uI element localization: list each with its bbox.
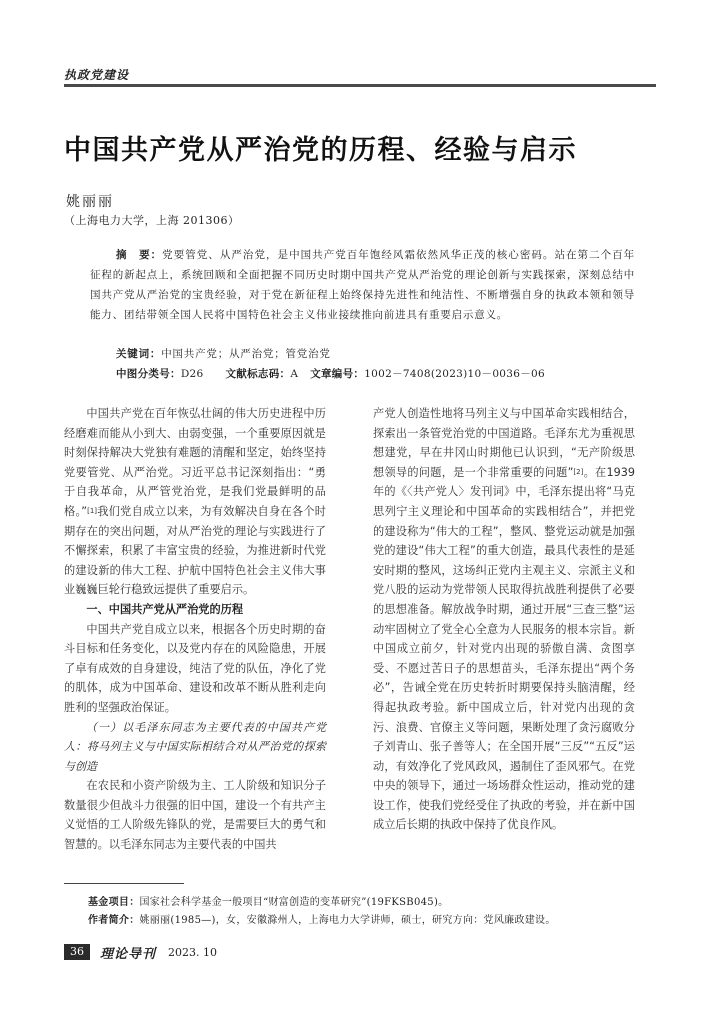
section-1-paragraph: 中国共产党自成立以来，根据各个历史时期的奋斗目标和任务变化，以及党内存在的风险隐患，开展了卓有成效的自身建设，纯洁了党的队伍，净化了党的肌体，成为中国革命、建设和改革不断从胜利走向胜利的坚强政治保证。 xyxy=(64,622,326,714)
classification-meta xyxy=(116,366,545,381)
doc-code-label: 文献标志码： xyxy=(225,368,291,380)
intro-paragraph: 中国共产党在百年恢弘壮阔的伟大历史进程中历经磨难而能从小到大、由弱变强，一个重要原因就是时刻保持解决大党独有难题的清醒和坚定，始终坚持党要管党、从严治党。习近平总书记深刻指出：“勇于自我革命，从严管党治党，是我们党最鲜明的品格。”[1]我们党自成立以来，为有效解决自身在各个时期存在的突出问题，对从严治党的理论与实践进行了不懈探索，积累了丰富宝贵的经验，为推进新时代党的建设新的伟大工程、护航中国特色社会主义伟大事业巍巍巨轮行稳致远提供了重要启示。 xyxy=(64,407,326,597)
keywords-text: 中国共产党；从严治党；管党治党 xyxy=(161,348,331,360)
clc-label: 中图分类号： xyxy=(116,368,181,380)
clc-value: D26 xyxy=(180,368,204,380)
abstract xyxy=(90,245,635,325)
author-bio-note: 作者简介：姚丽丽(1985—)，女，安徽滁州人，上海电力大学讲师，硕士，研究方向：党风廉政建设。 xyxy=(88,915,556,926)
journal-issue: 2023. 10 xyxy=(168,945,217,959)
funding-note: 基金项目：国家社会科学基金一般项目“财富创造的变革研究”(19FKSB045)。 xyxy=(88,897,449,908)
continued-paragraph: 产党人创造性地将马列主义与中国革命实践相结合，探索出一条管党治党的中国道路。毛泽东尤为重视思想建党，早在井冈山时期他已认识到，“无产阶级思想领导的问题，是一个非常重要的问题”[2]。在1939年的《〈共产党人〉发刊词》中，毛泽东提出将“马克思列宁主义理论和中国革命的实践相结合”，并把党的建设称为“伟大的工程”，整风、整党运动就是加强党的建设“伟大工程”的重大创造，最具代表性的是延安时期的整风，这场纠正党内主观主义、宗派主义和党八股的运动为党带领人民取得抗战胜利提供了必要的思想准备。解放战争时期，通过开展“三查三整”运动牢固树立了党全心全意为人民服务的根本宗旨。新中国成立前夕，针对党内出现的骄傲自满、贪图享受、不愿过苦日子的思想苗头，毛泽东提出“两个务必”，告诫全党在历史转折时期要保持头脑清醒，经得起执政考验。新中国成立后，针对党内出现的贪污、浪费、官僚主义等问题，果断处理了贪污腐败分子刘青山、张子善等人；在全国开展“三反”“五反”运动，有效净化了党风政风，遏制住了歪风邪气。在党中央的领导下，通过一场场群众性运动，推动党的建设工作，使我们党经受住了执政的考验，并在新中国成立后长期的执政中保持了优良作风。 xyxy=(373,407,635,832)
keywords xyxy=(116,346,331,361)
keywords-label: 关键词： xyxy=(116,348,162,360)
abstract-text: 党要管党、从严治党，是中国共产党百年饱经风霜依然风华正茂的核心密码。站在第二个百年征程的新起点上，系统回顾和全面把握不同历史时期中国共产党从严治党的理论创新与实践探索，深刻总结中国共产党从严治党的宝贵经验，对于党在新征程上始终保持先进性和纯洁性、不断增强自身的执政本领和领导能力、团结带领全国人民将中国特色社会主义伟业接续推向前进具有重要启示意义。 xyxy=(90,249,635,321)
article-title: 中国共产党从严治党的历程、经验与启示 xyxy=(64,135,577,166)
abstract-label: 摘 要： xyxy=(116,249,163,261)
section-tag: 执政党建设 xyxy=(64,68,130,82)
doc-code-value: A xyxy=(290,368,299,380)
right-column xyxy=(373,404,635,835)
page-number: 36 xyxy=(64,944,90,960)
citation-2[interactable]: [2] xyxy=(573,467,584,476)
subsection-heading-1: （一）以毛泽东同志为主要代表的中国共产党人：将马列主义与中国实际相结合对从严治党的探索与创造 xyxy=(64,720,326,773)
subsection-1-paragraph: 在农民和小资产阶级为主、工人阶级和知识分子数量很少但战斗力很强的旧中国，建设一个有共产主义觉悟的工人阶级先锋队的党，是需要巨大的勇气和智慧的。以毛泽东同志为主要代表的中国共 xyxy=(64,779,326,852)
journal-name: 理论导刊 xyxy=(100,946,157,962)
left-column xyxy=(64,404,326,855)
page-footer xyxy=(64,944,217,960)
section-heading-1: 一、中国共产党从严治党的历程 xyxy=(86,602,244,616)
author-name: 姚丽丽 xyxy=(66,194,114,210)
header-rule xyxy=(64,84,656,87)
article-number-value: 1002－7408(2023)10－0036－06 xyxy=(364,368,546,380)
author-affiliation: （上海电力大学，上海 201306） xyxy=(64,214,240,227)
citation-1[interactable]: [1] xyxy=(87,506,98,515)
article-number-label: 文章编号： xyxy=(310,368,365,380)
footnote-rule xyxy=(64,883,184,884)
